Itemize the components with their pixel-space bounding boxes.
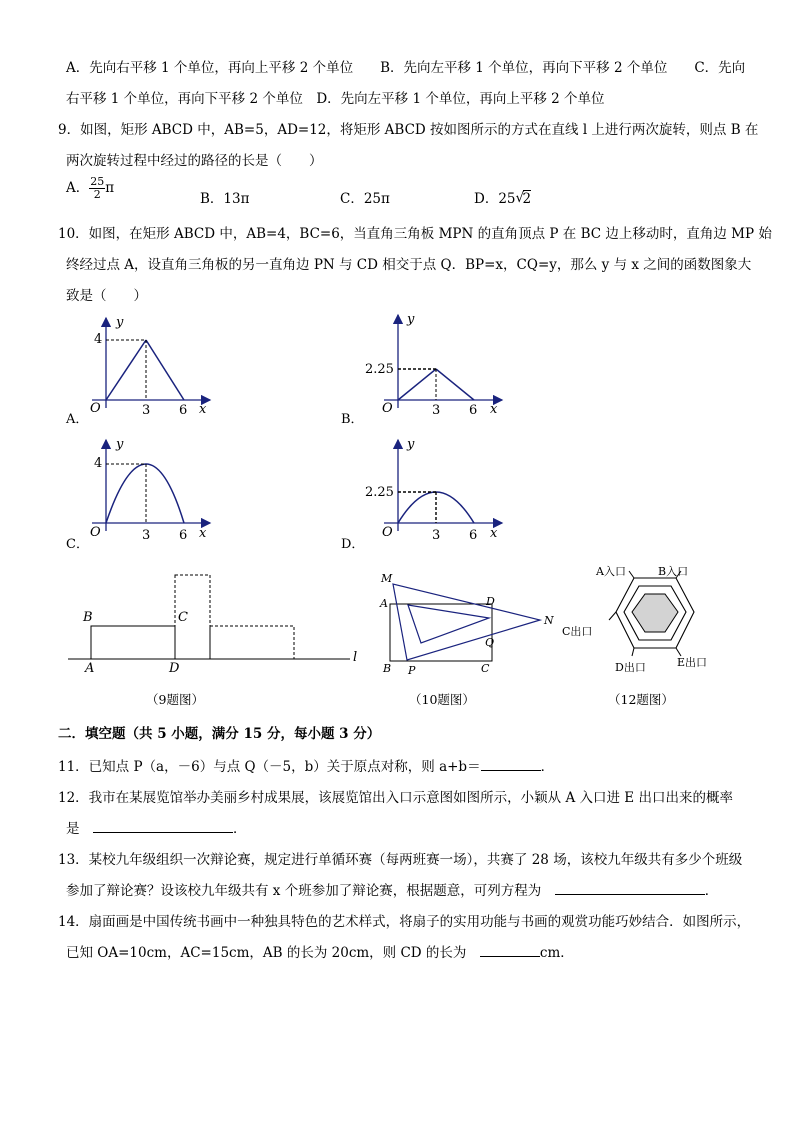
fig10-label-d: D	[486, 595, 495, 608]
fig10-label-c: C	[481, 662, 490, 675]
graph-d-origin: O	[382, 525, 393, 540]
fig9-label-c: C	[178, 610, 188, 625]
q12-answer-blank[interactable]	[93, 819, 233, 834]
figure-12	[609, 571, 694, 656]
q10-stem-line3: 致是（ ）	[66, 288, 147, 304]
q14-line1: 14．扇面画是中国传统书画中一种独具特色的艺术样式，将扇子的实用功能与书画的观赏功能巧妙结合．如图所示，	[58, 914, 751, 930]
graph-d[interactable]	[384, 440, 502, 531]
graph-a-x-label: x	[199, 402, 207, 417]
fig12-label-b-entrance: B入口	[658, 565, 689, 578]
q9-option-c[interactable]: C．25π	[340, 191, 390, 207]
graph-b[interactable]	[384, 315, 502, 408]
q9-option-a-fraction: $\frac{25}{2}$	[90, 175, 105, 201]
fig9-caption: （9题图）	[146, 692, 204, 707]
graph-d-x-label: x	[490, 526, 498, 541]
figure-10	[390, 584, 540, 661]
graph-d-y-label: y	[407, 437, 415, 452]
fig10-label-p: P	[408, 664, 416, 677]
fig10-label-a: A	[380, 597, 388, 610]
q9-stem-line1: 9．如图，矩形 ABCD 中，AB=5，AD=12，将矩形 ABCD 按如图所示的方式在直线 l 上进行两次旋转，则点 B 在	[58, 122, 759, 138]
graph-c[interactable]	[92, 440, 210, 531]
q8-options-line2: 右平移 1 个单位，再向下平移 2 个单位 D．先向左平移 1 个单位，再向上平移 2 个单位	[66, 91, 605, 107]
q11-answer-blank[interactable]	[481, 757, 541, 772]
fig12-label-a-entrance: A入口	[596, 565, 626, 578]
q13-answer-blank[interactable]	[555, 881, 705, 896]
fig9-label-b: B	[83, 610, 93, 625]
graph-d-option[interactable]: D．	[341, 537, 365, 552]
fig10-label-q: Q	[485, 636, 495, 649]
graph-b-tick-3: 3	[432, 403, 441, 418]
fig10-label-n: N	[544, 614, 554, 627]
graph-c-peak: 4	[94, 456, 103, 471]
q11: 11．已知点 P（a，－6）与点 Q（－5，b）关于原点对称，则 a+b＝ ．	[58, 755, 554, 775]
figure-9	[68, 575, 350, 659]
q9-option-a-label: A．	[66, 180, 90, 196]
graph-b-origin: O	[382, 401, 393, 416]
fig10-label-m: M	[381, 572, 393, 585]
graph-b-peak: 2.25	[365, 362, 394, 377]
fig12-label-d-exit: D出口	[615, 661, 646, 674]
fig10-label-b: B	[383, 662, 392, 675]
graph-b-option[interactable]: B．	[341, 412, 364, 427]
graph-c-tick-6: 6	[179, 528, 188, 543]
q13-line1: 13．某校九年级组织一次辩论赛，规定进行单循环赛（每两班赛一场），共赛了 28 场，该校九年级共有多少个班级	[58, 852, 743, 868]
q13-line2: 参加了辩论赛？设该校九年级共有 x 个班参加了辩论赛，根据题意，可列方程为 ．	[66, 879, 718, 899]
fig12-caption: （12题图）	[608, 692, 674, 707]
q14-line2: 已知 OA=10cm，AC=15cm，AB 的长为 20cm，则 CD 的长为 cm．	[66, 941, 574, 961]
graph-b-x-label: x	[490, 402, 498, 417]
fig12-label-c-exit: C出口	[562, 625, 593, 638]
graph-c-option[interactable]: C．	[66, 537, 89, 552]
q9-option-d[interactable]: D．25 √ 2	[474, 190, 532, 207]
graph-b-y-label: y	[407, 312, 415, 327]
graph-c-origin: O	[90, 525, 101, 540]
sqrt-symbol: √ 2	[515, 190, 532, 207]
fig9-label-a: A	[85, 661, 95, 676]
q9-option-b[interactable]: B．13π	[200, 191, 250, 207]
graph-a-peak: 4	[94, 332, 103, 347]
graph-a-y-label: y	[116, 315, 124, 330]
graph-a-origin: O	[90, 401, 101, 416]
graph-b-tick-6: 6	[469, 403, 478, 418]
section-2-title: 二．填空题（共 5 小题，满分 15 分，每小题 3 分）	[58, 726, 381, 742]
graph-a-option[interactable]: A．	[66, 412, 89, 427]
graph-a-tick-6: 6	[179, 403, 188, 418]
graph-d-tick-3: 3	[432, 528, 441, 543]
fig12-label-e-exit: E出口	[677, 656, 708, 669]
q14-answer-blank[interactable]	[480, 943, 540, 958]
q9-stem-line2: 两次旋转过程中经过的路径的长是（ ）	[66, 153, 323, 169]
graph-d-tick-6: 6	[469, 528, 478, 543]
graph-a[interactable]	[92, 318, 210, 408]
fig9-label-d: D	[169, 661, 180, 676]
graph-c-tick-3: 3	[142, 528, 151, 543]
q9-option-a[interactable]: A． $\frac{25}{2}$ π	[66, 175, 115, 201]
graph-c-y-label: y	[116, 437, 124, 452]
q8-options-line1: A．先向右平移 1 个单位，再向上平移 2 个单位 B．先向左平移 1 个单位，再向下平移 2 个单位 C．先向	[66, 60, 746, 76]
q10-stem-line1: 10．如图，在矩形 ABCD 中，AB=4，BC=6，当直角三角板 MPN 的直角顶点 P 在 BC 边上移动时，直角边 MP 始	[58, 226, 772, 242]
q12-line1: 12．我市在某展览馆举办美丽乡村成果展，该展览馆出入口示意图如图所示，小颖从 A 入口进 E 出口出来的概率	[58, 790, 733, 806]
q12-line2: 是 ．	[66, 817, 247, 837]
graph-d-peak: 2.25	[365, 485, 394, 500]
fig10-caption: （10题图）	[409, 692, 475, 707]
graph-c-x-label: x	[199, 526, 207, 541]
graph-a-tick-3: 3	[142, 403, 151, 418]
fig9-label-l: l	[353, 650, 358, 665]
q10-stem-line2: 终经过点 A，设直角三角板的另一直角边 PN 与 CD 相交于点 Q．BP=x，CQ=y，那么 y 与 x 之间的函数图象大	[66, 257, 752, 273]
